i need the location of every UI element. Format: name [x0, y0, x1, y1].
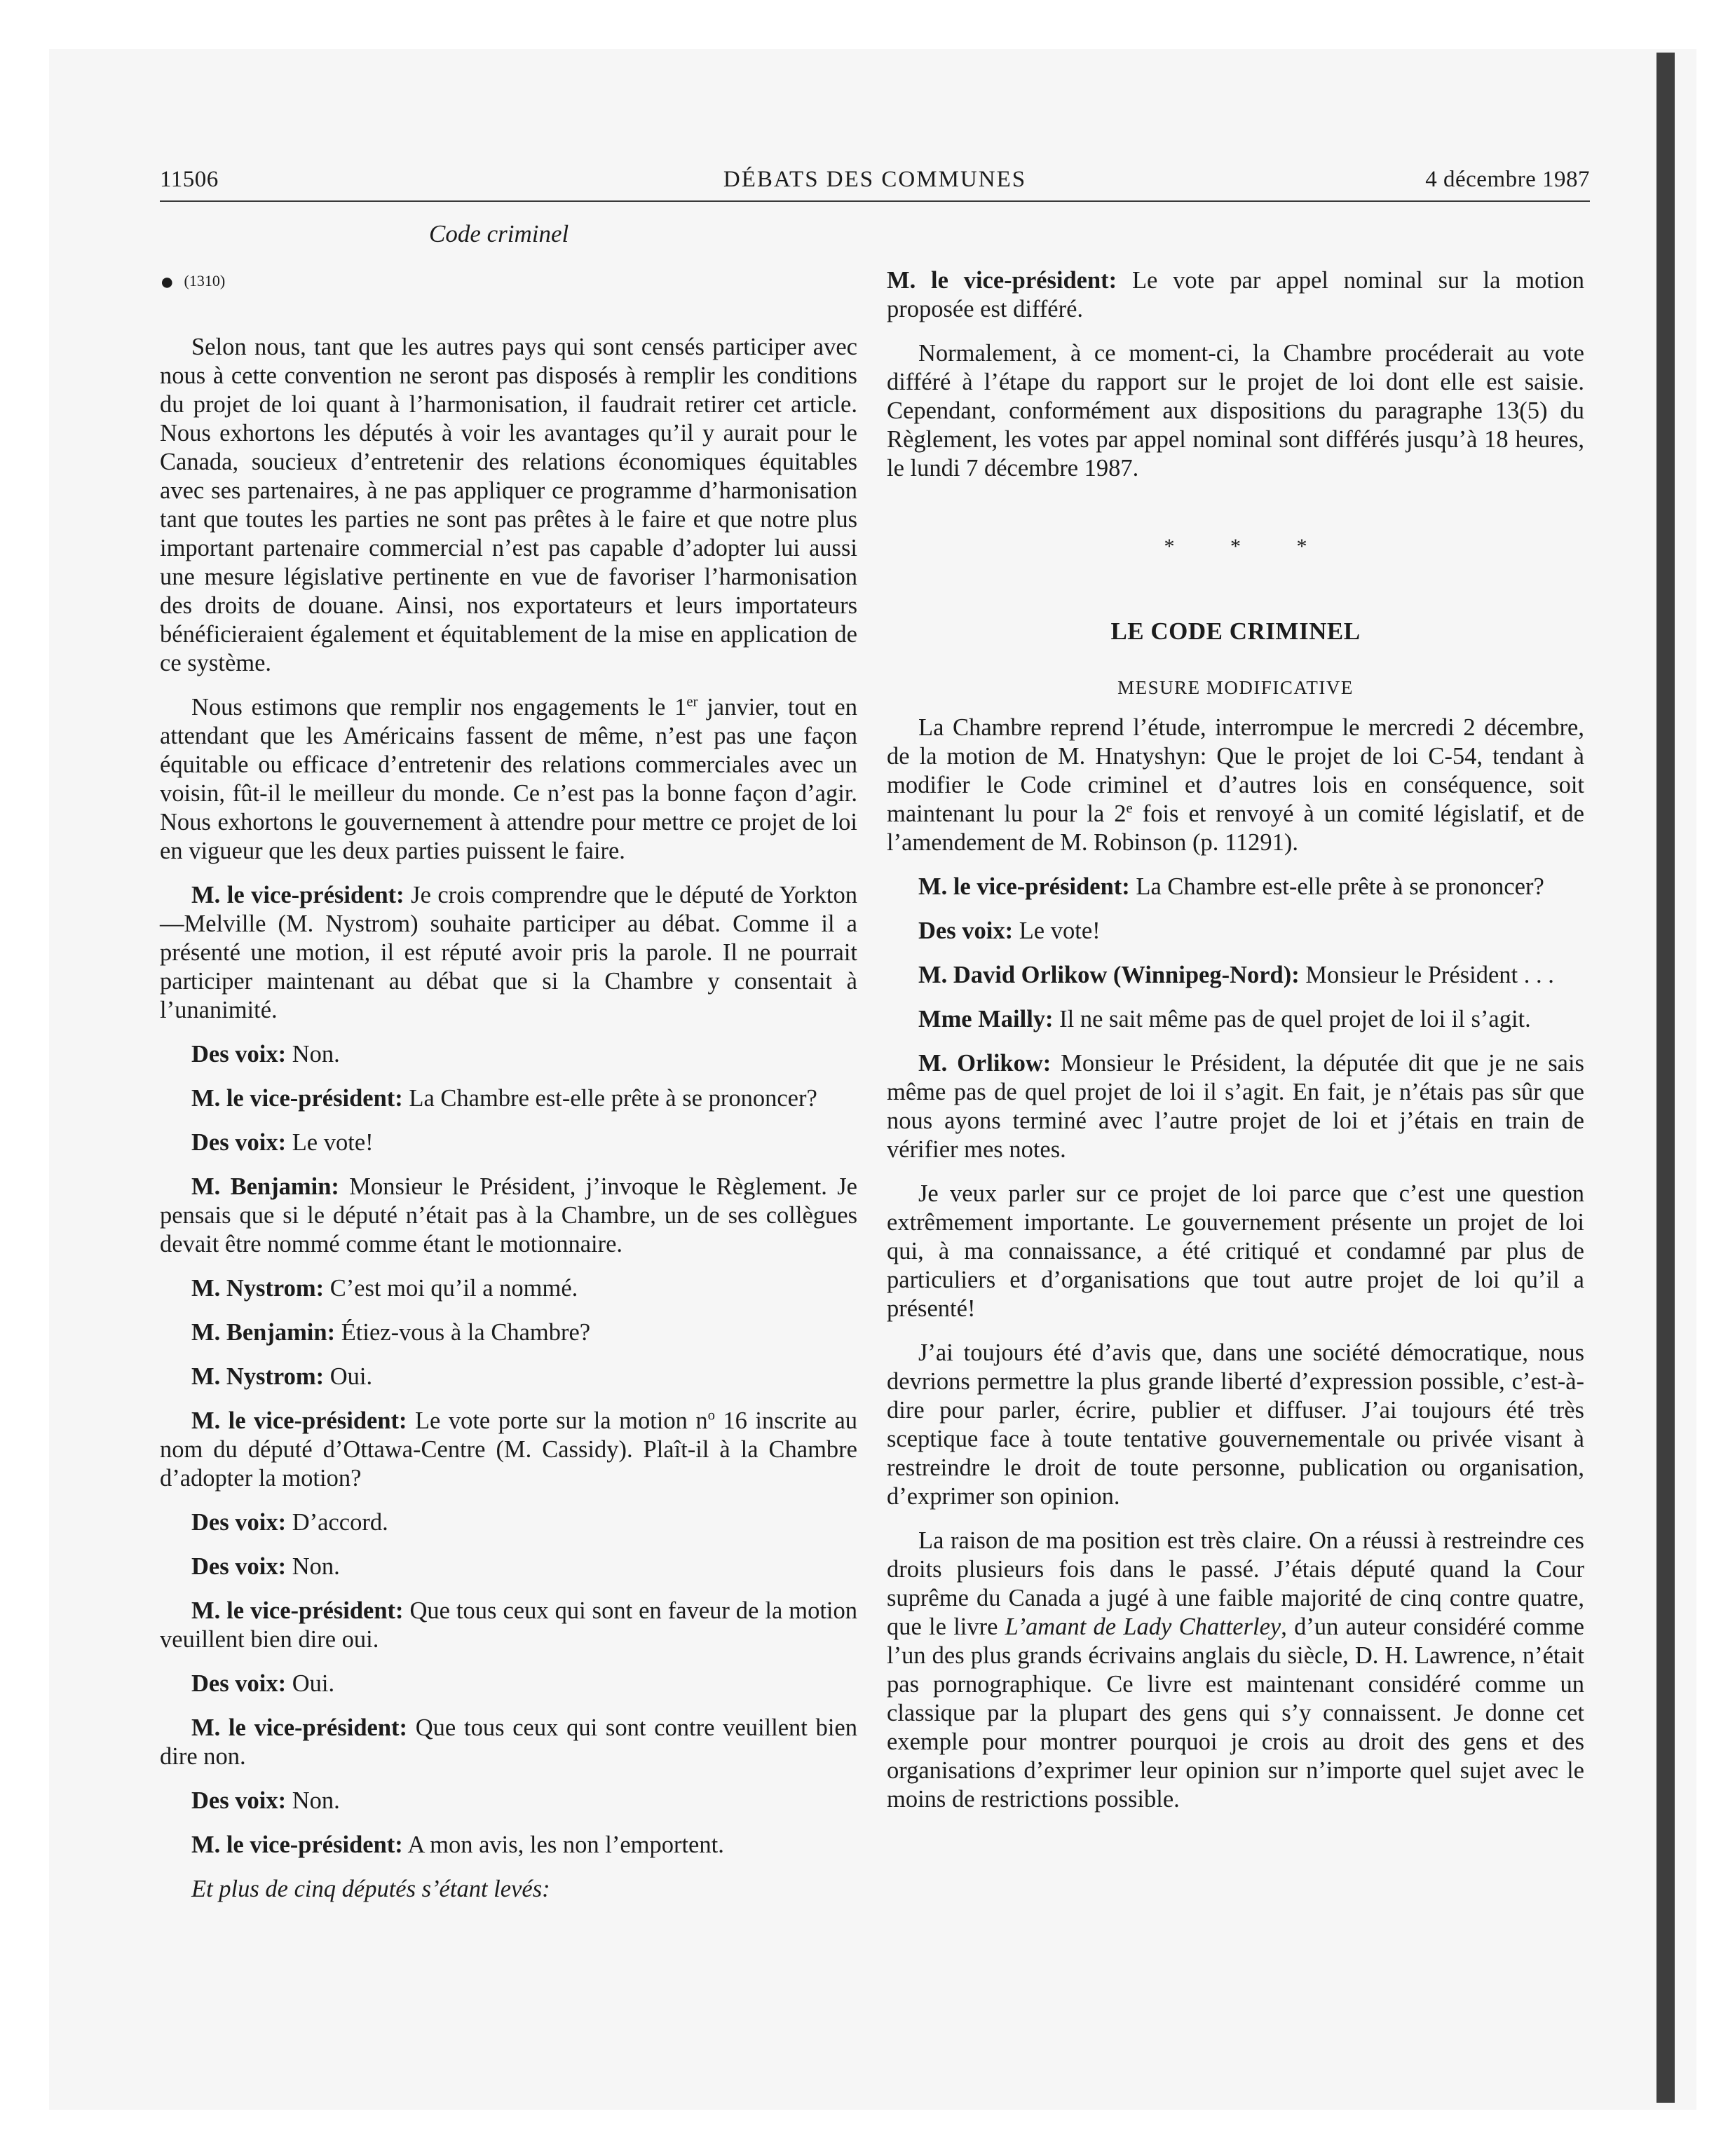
paragraph: Normalement, à ce moment-ci, la Chambre procéderait au vote différé à l’étape du rapport sur le projet de loi dont elle est saisie. Cependant, conformément aux dispositions du paragraphe 13(5) du Règlement, les votes par appel nominal sont différés jusqu’à 18 heures, le lundi 7 décembre 1987. [887, 340, 1584, 482]
speech-paragraph [160, 1363, 857, 1391]
text-run: Nous estimons que remplir nos engagements le 1 [191, 694, 687, 721]
speaker-name: M. le vice-président: [191, 882, 404, 909]
speech-paragraph [160, 1274, 857, 1303]
speech-text: Le vote! [1013, 917, 1101, 944]
speech-text: Monsieur le Président, la députée dit que je ne sais même pas de quel projet de loi il s’agit. En fait, je n’étais pas sûr que nous ayons terminé avec l’autre projet de loi et j’étais en train de vérifier mes notes. [887, 1050, 1584, 1163]
time-marker [160, 266, 857, 296]
text-run: fois et renvoyé à un comité législatif, et de l’amendement de M. Robinson (p. 11291). [887, 800, 1584, 856]
speech-paragraph [160, 1318, 857, 1347]
speech-text: Que tous ceux qui sont en faveur de la motion veuillent bien dire oui. [160, 1597, 858, 1653]
page-header [160, 167, 1590, 202]
paragraph: Je veux parler sur ce projet de loi parce que c’est une question extrêmement importante. Le gouvernement présente un projet de loi qui, à ma connaissance, a été critiqué et condamné par plus de particuliers et d’organisations que tout autre projet de loi qu’il a présenté! [887, 1180, 1584, 1322]
speech-paragraph [160, 1508, 857, 1537]
speech-paragraph [160, 1670, 857, 1698]
publication-date: 4 décembre 1987 [1425, 167, 1590, 192]
time-marker-text: (1310) [184, 272, 226, 289]
speech-text: Le vote par appel nominal sur la motion proposée est différé. [887, 267, 1584, 322]
speaker-name: Des voix: [191, 1670, 287, 1698]
scan-edge-bar [1656, 53, 1675, 2103]
page-number: 11506 [160, 167, 219, 192]
speech-paragraph [887, 1005, 1584, 1034]
speaker-name: M. David Orlikow (Winnipeg-Nord): [918, 962, 1300, 988]
speech-paragraph [160, 1553, 857, 1581]
speaker-name: M. le vice-président: [191, 1831, 403, 1859]
speaker-name: M. Benjamin: [191, 1173, 339, 1201]
speech-text: Le vote porte sur la motion n [407, 1407, 708, 1435]
speech-paragraph [160, 1084, 857, 1113]
speech-paragraph [887, 266, 1584, 324]
speech-text: Monsieur le Président, j’invoque le Règlement. Je pensais que si le député n’était pas à la Chambre, un de ses collègues devait être nommé comme étant le motionnaire. [160, 1173, 857, 1258]
speech-paragraph [887, 1049, 1584, 1164]
left-column-body [160, 333, 857, 1904]
text-run: janvier, tout en attendant que les Américains fassent de même, n’est pas une façon équitable ou efficace d’entretenir des relations commerciales avec un voisin, fût-il le meilleur du monde. Ce n’est pas la bonne façon d’agir. Nous exhortons le gouvernement à attendre pour mettre ce projet de loi en vigueur que les deux parties puissent le faire. [160, 694, 857, 865]
speaker-name: M. le vice-président: [191, 1085, 403, 1112]
speech-text: La Chambre est-elle prête à se prononcer? [402, 1085, 817, 1112]
speech-text: D’accord. [286, 1509, 388, 1536]
speech-text: Non. [286, 1787, 340, 1815]
speech-paragraph [160, 1787, 857, 1815]
superscript: er [686, 694, 698, 710]
speech-paragraph [160, 1597, 857, 1654]
speaker-name: Des voix: [918, 917, 1014, 944]
speech-paragraph [160, 881, 857, 1025]
speaker-name: M. Nystrom: [191, 1363, 325, 1391]
paragraph [887, 714, 1584, 857]
section-title: LE CODE CRIMINEL [1110, 618, 1361, 645]
speaker-name: M. le vice-président: [191, 1714, 408, 1742]
section-separator: * * * [1164, 535, 1333, 558]
speech-text: La Chambre est-elle prête à se prononcer? [1129, 873, 1544, 900]
paragraph [887, 1527, 1584, 1814]
right-column-body [887, 266, 1584, 1814]
speech-text: C’est moi qu’il a nommé. [324, 1275, 578, 1302]
publication-title: DÉBATS DES COMMUNES [723, 167, 1027, 192]
speaker-name: Des voix: [191, 1509, 287, 1536]
right-column [887, 266, 1584, 1829]
speech-paragraph [160, 1173, 857, 1259]
paragraph [160, 693, 857, 866]
book-title: L’amant de Lady Chatterley [1005, 1613, 1281, 1640]
speech-text: Oui. [286, 1670, 335, 1698]
speaker-name: Des voix: [191, 1787, 287, 1815]
speech-text: Il ne sait même pas de quel projet de loi il s’agit. [1053, 1006, 1531, 1032]
speech-text: Le vote! [286, 1129, 374, 1157]
speech-paragraph [887, 873, 1584, 901]
speaker-name: M. Nystrom: [191, 1275, 325, 1302]
speech-text: Oui. [324, 1363, 373, 1391]
paragraph: J’ai toujours été d’avis que, dans une société démocratique, nous devrions permettre la plus grande liberté d’expression possible, c’est-à-dire pour parler, écrire, publier et diffuser. J’ai toujours été très sceptique face à toute tentative gouvernementale ou privée visant à restreindre le droit de toute personne, publication ou organisation, d’exprimer son opinion. [887, 1339, 1584, 1510]
speech-text: Étiez-vous à la Chambre? [335, 1319, 591, 1346]
speech-paragraph [160, 1831, 857, 1860]
speech-paragraph [160, 1407, 857, 1493]
text-run: , d’un auteur considéré comme l’un des plus grands écrivains anglais du siècle, D. H. Lawrence, n’était pas pornographique. Ce livre est maintenant considéré comme un classique par la plupart des gens qui s’y connaissent. Je donne cet exemple pour montrer pourquoi je crois au droit des gens et des organisations d’exprimer leur opinion sur n’importe quel sujet avec le moins de restrictions possible. [887, 1613, 1584, 1813]
bullet-icon: ● [160, 269, 175, 296]
speaker-name: Des voix: [191, 1129, 287, 1157]
speech-paragraph [887, 961, 1584, 990]
paragraph: Selon nous, tant que les autres pays qui sont censés participer avec nous à cette convention ne seront pas disposés à remplir les conditions du projet de loi quant à l’harmonisation, il faudrait retirer cet article. Nous exhortons les députés à voir les avantages qu’il y aurait pour le Canada, soucieux d’entretenir des relations économiques équitables avec ses partenaires, à ne pas appliquer ce programme d’harmonisation tant que toutes les parties ne sont pas prêtes à le faire et que notre plus important partenaire commercial n’est pas capable d’adopter lui aussi une mesure législative pertinente en vue de favoriser l’harmonisation des droits de douane. Ainsi, nos exportateurs et leurs importateurs bénéficieraient également et équitablement de la mise en application de ce système. [160, 334, 857, 677]
speaker-name: M. Orlikow: [918, 1050, 1052, 1077]
text-run: La Chambre reprend l’étude, interrompue le mercredi 2 décembre, de la motion de M. Hnatyshyn: Que le projet de loi C-54, tendant à modifier le Code criminel et d’autres lois en conséquence, soit maintenant lu pour la 2 [887, 714, 1584, 827]
speaker-name: Mme Mailly: [918, 1006, 1054, 1032]
speech-text: Non. [286, 1553, 340, 1581]
speech-text: Monsieur le Président . . . [1299, 962, 1554, 988]
speaker-name: M. Benjamin: [191, 1319, 336, 1346]
speaker-name: Des voix: [191, 1553, 287, 1581]
left-column [160, 266, 857, 1919]
speaker-name: M. le vice-président: [191, 1407, 407, 1435]
running-title: Code criminel [429, 220, 569, 247]
speech-paragraph [160, 1714, 857, 1771]
speech-text: Que tous ceux qui sont contre veuillent bien dire non. [160, 1714, 857, 1770]
superscript: o [707, 1407, 715, 1424]
speaker-name: M. le vice-président: [191, 1597, 404, 1625]
speech-text: Je crois comprendre que le député de Yorkton—Melville (M. Nystrom) souhaite participer au débat. Comme il a présenté une motion, il est réputé avoir pris la parole. Il ne pourrait participer maintenant au débat que si la Chambre y consentait à l’unanimité. [160, 882, 857, 1024]
italic-note: Et plus de cinq députés s’étant levés: [191, 1876, 550, 1903]
section-subtitle: MESURE MODIFICATIVE [1117, 677, 1354, 698]
speech-text: 16 inscrite au nom du député d’Ottawa-Centre (M. Cassidy). Plaît-il à la Chambre d’adopter la motion? [160, 1407, 858, 1492]
speech-text: A mon avis, les non l’emportent. [402, 1831, 724, 1859]
speaker-name: Des voix: [191, 1041, 287, 1068]
superscript: e [1126, 800, 1133, 817]
speaker-name: M. le vice-président: [887, 267, 1117, 294]
speech-paragraph [160, 1128, 857, 1157]
speech-paragraph [160, 1040, 857, 1069]
speech-paragraph [887, 917, 1584, 946]
speech-text: Non. [286, 1041, 340, 1068]
speaker-name: M. le vice-président: [918, 873, 1130, 900]
text-run: La raison de ma position est très claire. On a réussi à restreindre ces droits plusieurs fois dans le passé. J’étais député quand la Cour suprême du Canada a jugé à une faible majorité de cinq contre quatre, que le livre [887, 1527, 1584, 1640]
